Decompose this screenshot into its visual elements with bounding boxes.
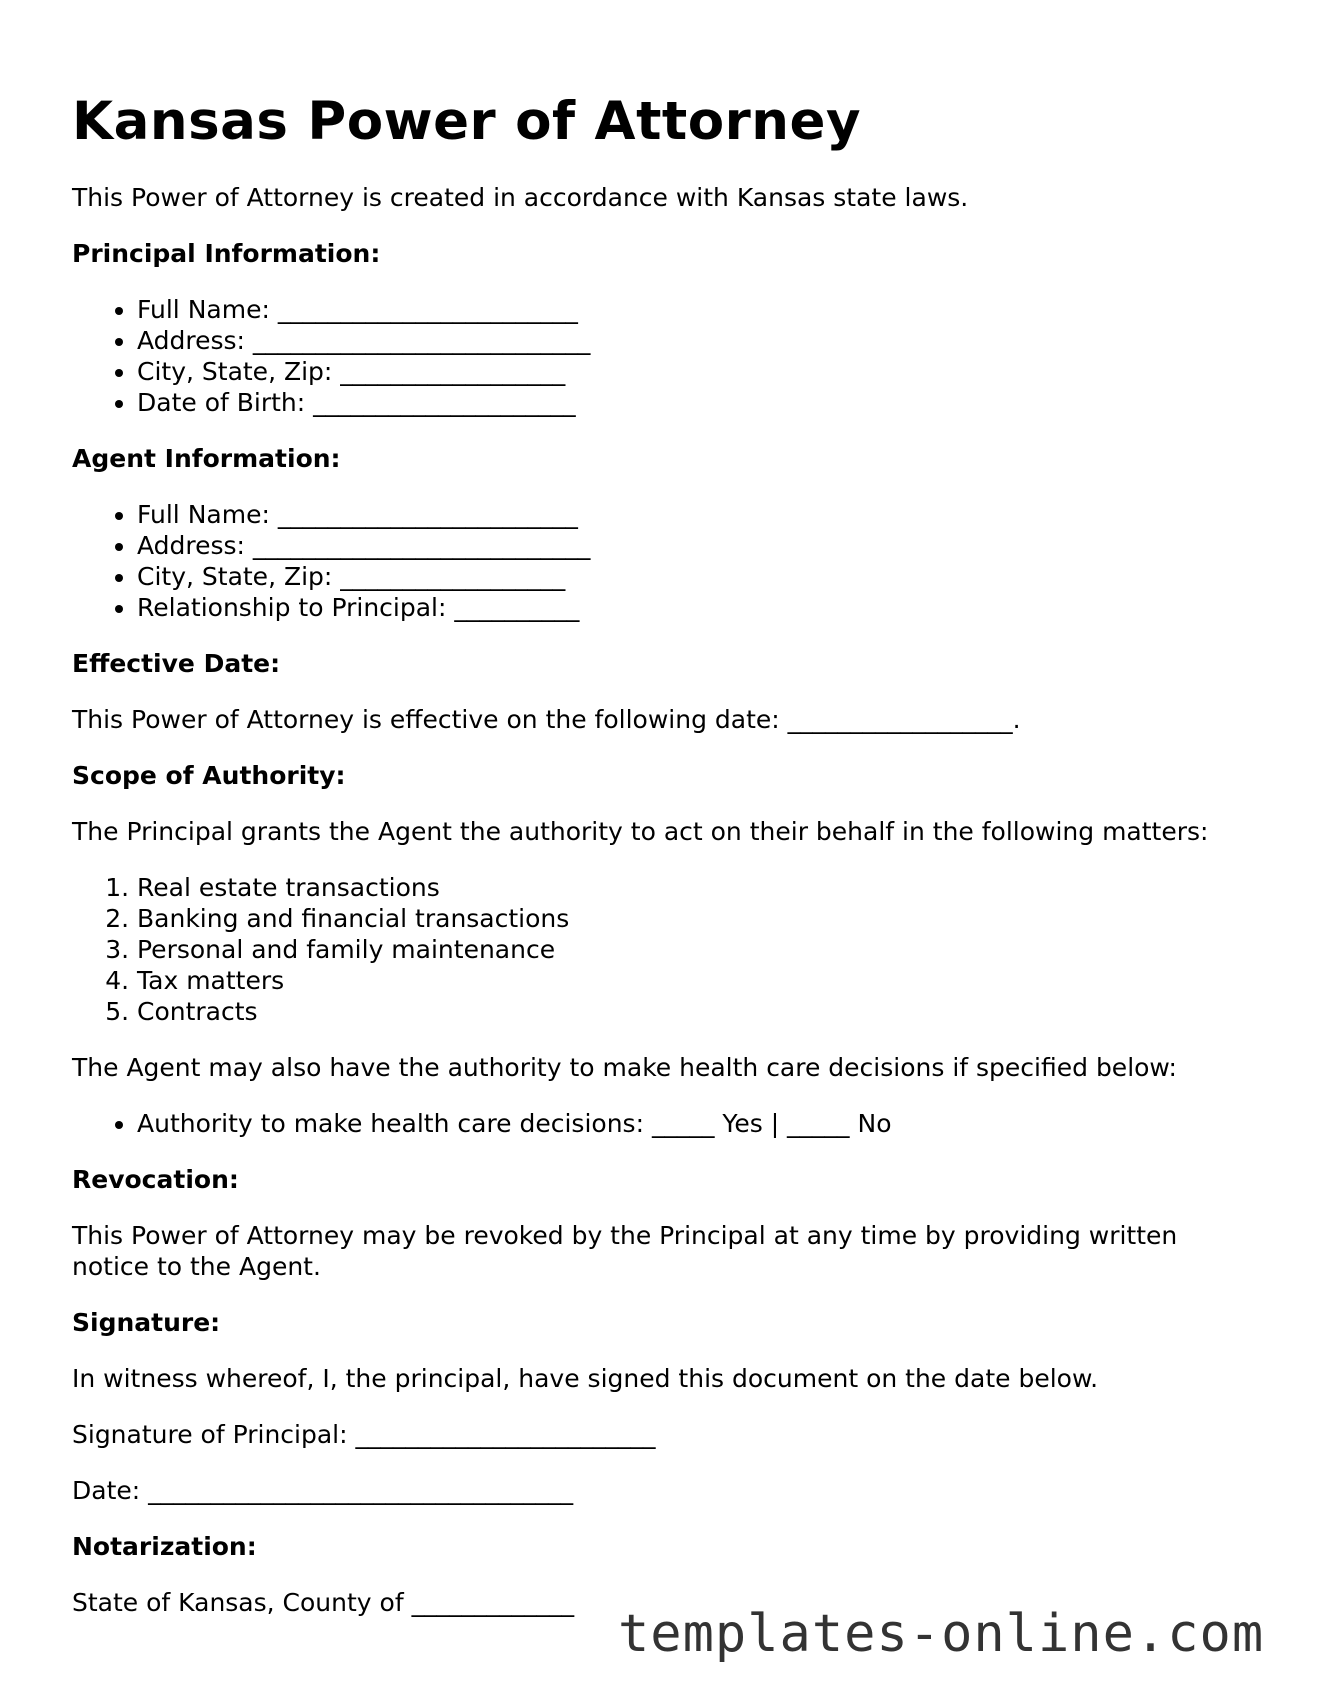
- intro-text: This Power of Attorney is created in accordance with Kansas state laws.: [72, 183, 969, 212]
- scope-text: The Principal grants the Agent the authority to act on their behalf in the following matters:: [72, 817, 1209, 846]
- principal-date-of-birth-field: • Date of Birth: _____________________: [137, 387, 1252, 418]
- agent-list: [72, 499, 1252, 623]
- scope-item: 3. Personal and family maintenance: [137, 934, 1252, 965]
- scope-heading: Scope of Authority:: [72, 761, 346, 790]
- signature-heading: Signature:: [72, 1308, 221, 1337]
- scope-list: [72, 872, 1252, 1027]
- watermark: templates-online.com: [612, 1604, 1270, 1664]
- scope-item: 5. Contracts: [137, 996, 1252, 1027]
- notarization-heading: Notarization:: [72, 1532, 257, 1561]
- health-care-list: [72, 1108, 1252, 1139]
- scope-item: 1. Real estate transactions: [137, 872, 1252, 903]
- notarization-county-line: State of Kansas, County of _____________: [72, 1588, 575, 1617]
- principal-city-state-zip-field: • City, State, Zip: __________________: [137, 356, 1252, 387]
- signature-date-line: Date: __________________________________: [72, 1476, 574, 1505]
- document-page: [72, 0, 1252, 1618]
- principal-list: [72, 294, 1252, 418]
- agent-city-state-zip-field: • City, State, Zip: __________________: [137, 561, 1252, 592]
- principal-address-field: • Address: ___________________________: [137, 325, 1252, 356]
- health-care-text: The Agent may also have the authority to make health care decisions if specified below:: [72, 1053, 1177, 1082]
- effective-date-heading: Effective Date:: [72, 649, 281, 678]
- principal-heading: Principal Information:: [72, 239, 381, 268]
- scope-item: 4. Tax matters: [137, 965, 1252, 996]
- signature-text: In witness whereof, I, the principal, have signed this document on the date below.: [72, 1364, 1099, 1393]
- scope-item: 2. Banking and financial transactions: [137, 903, 1252, 934]
- signature-of-principal-line: Signature of Principal: ________________________: [72, 1420, 656, 1449]
- agent-relationship-field: • Relationship to Principal: __________: [137, 592, 1252, 623]
- agent-full-name-field: • Full Name: ________________________: [137, 499, 1252, 530]
- principal-full-name-field: • Full Name: ________________________: [137, 294, 1252, 325]
- effective-date-text: This Power of Attorney is effective on the following date: __________________.: [72, 705, 1021, 734]
- revocation-text: This Power of Attorney may be revoked by the Principal at any time by providing written notice to the Agent.: [72, 1221, 1178, 1281]
- revocation-heading: Revocation:: [72, 1165, 239, 1194]
- agent-heading: Agent Information:: [72, 444, 341, 473]
- health-care-decision-field: • Authority to make health care decisions: _____ Yes | _____ No: [137, 1108, 1252, 1139]
- agent-address-field: • Address: ___________________________: [137, 530, 1252, 561]
- document-title: Kansas Power of Attorney: [72, 91, 862, 152]
